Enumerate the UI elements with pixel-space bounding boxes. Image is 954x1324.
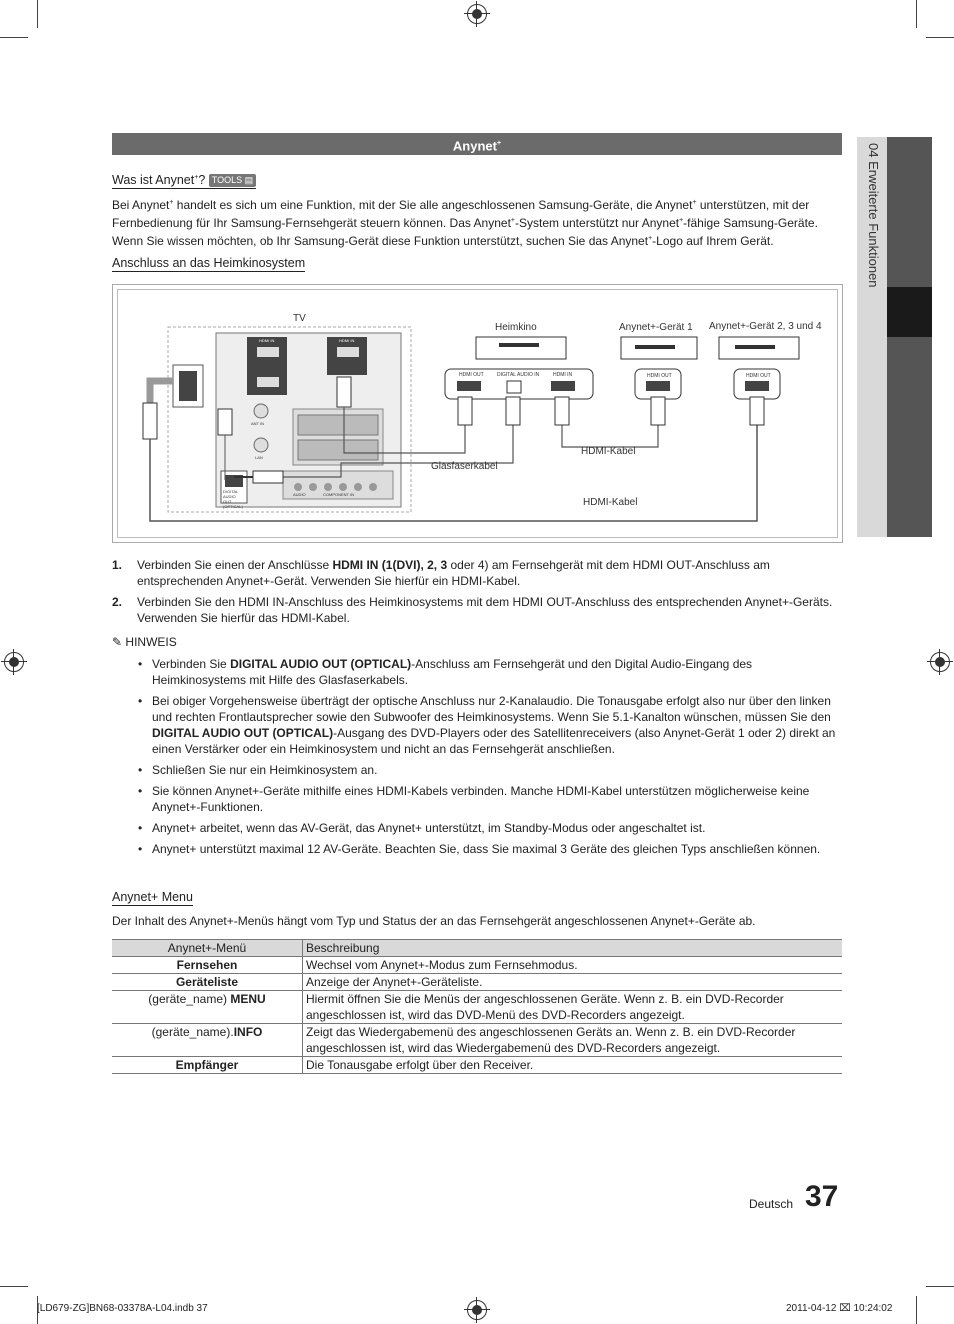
section-title: Anynet+	[112, 133, 842, 155]
label-tv-lan: LAN	[255, 455, 263, 460]
registration-mark-icon	[467, 1300, 487, 1320]
crop-mark	[916, 0, 917, 28]
list-item: • Schließen Sie nur ein Heimkinosystem an.	[136, 762, 842, 778]
column-header: Anynet+-Menü	[112, 940, 303, 957]
table-row: Fernsehen Wechsel vom Anynet+-Modus zum Fernsehmodus.	[112, 957, 842, 974]
label-hdmi-cable-2: HDMI-Kabel	[583, 497, 638, 508]
chapter-tab-marker	[887, 287, 932, 337]
crop-mark	[916, 1296, 917, 1324]
list-item: • Bei obiger Vorgehensweise überträgt der optische Anschluss nur 2-Kanalaudio. Die Tonausgabe erfolgt also nur über den linken und rechten Frontlautsprecher sowie den Subwoofer des Heimkinosystems. Wenn Sie 5.1-Kanalton wünschen, müssen Sie den DIGITAL AUDIO OUT (OPTICAL)-Ausgang des DVD-Players oder des Satellitenreceivers (also Anynet-Gerät 1 oder 2) direkt an einen Verstärker oder ein Heimkinosystem und nicht an das Fernsehgerät anschließen.	[136, 693, 842, 757]
page-number: 37	[805, 1180, 839, 1213]
label-tv-component-in: COMPONENT IN	[323, 492, 355, 497]
label-hdmi-out-port: HDMI OUT	[459, 372, 484, 378]
chapter-tab-dark	[887, 137, 932, 537]
pencil-icon: ✎	[112, 635, 123, 649]
what-is-body: Bei Anynet+ handelt es sich um eine Funktion, mit der Sie alle angeschlossenen Samsung-Geräte, die Anynet+ unterstützen, mit der Fernbedienung für Ihr Samsung-Fernsehgerät steuern können. Das Anynet+-System unterstützt nur Anynet+-fähige Samsung-Geräte. Wenn Sie wissen möchten, ob Ihr Samsung-Gerät diese Funktion unterstützt, suchen Sie das Anynet+-Logo auf Ihrem Gerät.	[112, 198, 818, 248]
registration-mark-icon	[467, 4, 487, 24]
step-item: 2. Verbinden Sie den HDMI IN-Anschluss des Heimkinosystems mit dem HDMI OUT-Anschluss des entsprechenden Anynet+-Geräts. Verwenden Sie hierfür das HDMI-Kabel.	[112, 595, 833, 625]
crop-mark	[0, 37, 28, 38]
what-is-heading: Was ist Anynet+? TOOLS ▤	[112, 173, 256, 189]
label-device1: Anynet+-Gerät 1	[619, 322, 693, 333]
crop-mark	[926, 1286, 954, 1287]
chapter-tab-label: 04 Erweiterte Funktionen	[866, 143, 881, 288]
note-heading: ✎ HINWEIS	[112, 635, 177, 649]
print-file-info: [LD679-ZG]BN68-03378A-L04.indb 37	[37, 1303, 208, 1314]
label-tv: TV	[293, 313, 306, 324]
list-item: • Anynet+ arbeitet, wenn das AV-Gerät, das Anynet+ unterstützt, im Standby-Modus oder angeschaltet ist.	[136, 820, 842, 836]
label-hdmi-in-port: HDMI IN	[553, 372, 573, 378]
label-hdmi-cable-1: HDMI-Kabel	[581, 446, 636, 457]
label-hdmi-out-device234: HDMI OUT	[746, 373, 771, 379]
column-header: Beschreibung	[303, 940, 843, 957]
list-item: • Verbinden Sie DIGITAL AUDIO OUT (OPTICAL)-Anschluss am Fernsehgerät und den Digital Audio-Eingang des Heimkinosystems mit Hilfe des Glasfaserkabels.	[136, 656, 842, 688]
label-tv-hdmi-in-2: HDMI IN	[339, 338, 355, 343]
registration-mark-icon	[4, 652, 24, 672]
connection-diagram	[112, 284, 843, 543]
table-header-row	[112, 940, 842, 957]
table-row: Geräteliste Anzeige der Anynet+-Geräteliste.	[112, 974, 842, 991]
menu-heading: Anynet+ Menu	[112, 890, 193, 904]
step-list	[112, 557, 842, 631]
footer-language: Deutsch	[749, 1197, 794, 1211]
connection-heading: Anschluss an das Heimkinosystem	[112, 256, 306, 270]
crop-mark	[37, 0, 38, 28]
label-tv-audio: AUDIO	[293, 492, 306, 497]
crop-mark	[926, 37, 954, 38]
table-row: (geräte_name) MENU Hiermit öffnen Sie die Menüs der angeschlossenen Geräte. Wenn z. B. ein DVD-Recorder angeschlossen ist, wird das DVD-Menü des DVD-Recorders angezeigt.	[112, 991, 842, 1024]
label-digital-audio-in-port: DIGITAL AUDIO IN	[497, 372, 540, 378]
menu-intro: Der Inhalt des Anynet+-Menüs hängt vom Typ und Status der an das Fernsehgerät angeschlossenen Anynet+-Geräte ab.	[112, 914, 756, 928]
step-item: 1. Verbinden Sie einen der Anschlüsse HDMI IN (1(DVI), 2, 3 oder 4) am Fernsehgerät mit dem HDMI OUT-Anschluss am entsprechenden Anynet+-Gerät. Verwenden Sie hierfür ein HDMI-Kabel.	[112, 558, 770, 588]
print-date-info: 2011-04-12 ⌧ 10:24:02	[786, 1303, 893, 1314]
registration-mark-icon	[930, 652, 950, 672]
table-row: Empfänger Die Tonausgabe erfolgt über den Receiver.	[112, 1057, 842, 1074]
label-heimkino: Heimkino	[495, 322, 537, 333]
crop-mark	[0, 1286, 28, 1287]
label-tv-hdmi-in: HDMI IN	[259, 338, 275, 343]
label-hdmi-out-device1: HDMI OUT	[647, 373, 672, 379]
label-glasfaser: Glasfaserkabel	[431, 461, 498, 472]
label-tv-ant-in: ANT IN	[251, 421, 265, 426]
list-item: • Anynet+ unterstützt maximal 12 AV-Geräte. Beachten Sie, dass Sie maximal 3 Geräte des gleichen Typs anschließen können.	[136, 841, 842, 857]
list-item: • Sie können Anynet+-Geräte mithilfe eines HDMI-Kabels verbinden. Manche HDMI-Kabel unterstützen möglicherweise keine Anynet+-Funktionen.	[136, 783, 842, 815]
tools-badge: TOOLS ▤	[209, 174, 256, 187]
label-device234: Anynet+-Gerät 2, 3 und 4	[709, 321, 822, 332]
label-tv-digital-audio-out: DIGITAL AUDIO OUT (OPTICAL)	[223, 489, 243, 509]
menu-table	[112, 939, 842, 1074]
note-list	[136, 656, 842, 862]
table-row: (geräte_name).INFO Zeigt das Wiedergabemenü des angeschlossenen Geräts an. Wenn z. B. ein DVD-Recorder angeschlossen ist, wird das Wiedergabemenü des DVD-Recorders angezeigt.	[112, 1024, 842, 1057]
